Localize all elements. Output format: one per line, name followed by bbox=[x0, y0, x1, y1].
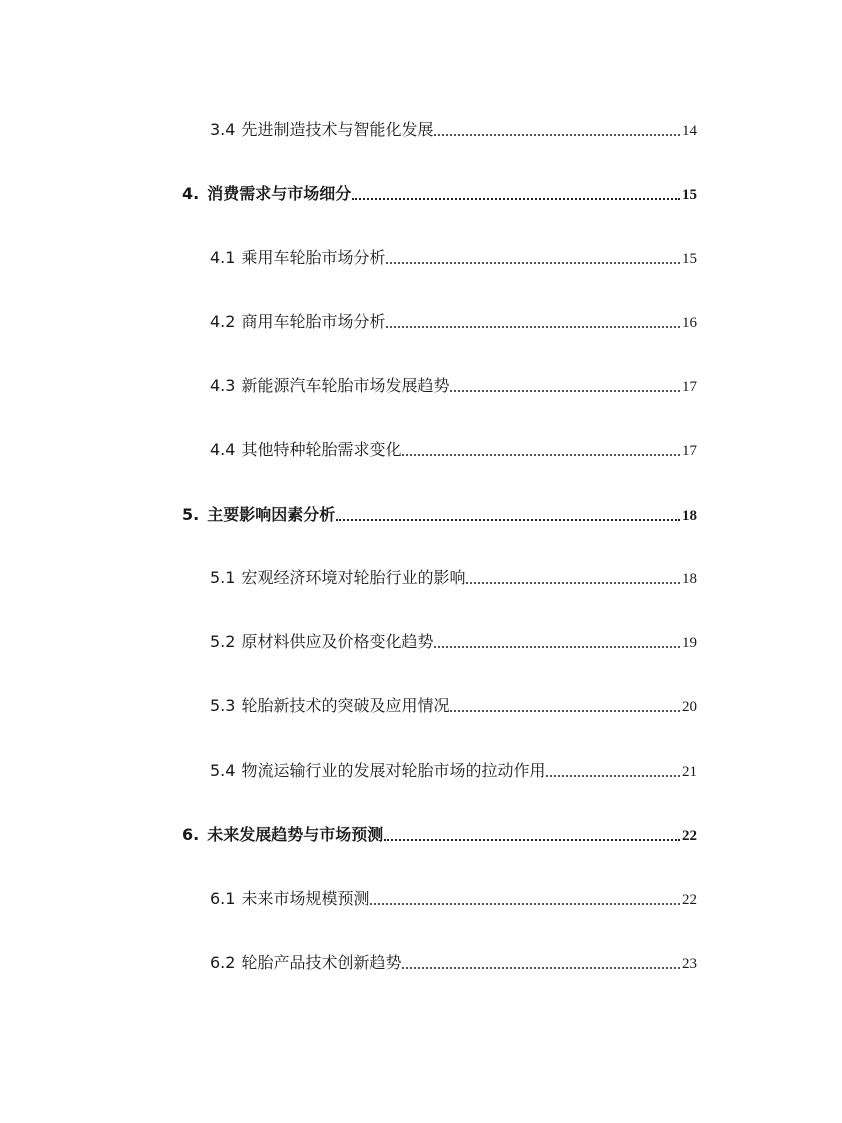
toc-entry-page: 20 bbox=[682, 699, 697, 715]
toc-entry-5[interactable] bbox=[182, 504, 697, 527]
toc-entry-5-3[interactable] bbox=[210, 695, 697, 718]
dot-leader bbox=[450, 710, 680, 712]
toc-entry-number: 5.4 bbox=[210, 761, 236, 780]
toc-entry-title: 宏观经济环境对轮胎行业的影响 bbox=[241, 568, 466, 587]
toc-entry-title: 商用车轮胎市场分析 bbox=[241, 312, 386, 331]
dot-leader bbox=[466, 582, 680, 584]
toc-entry-6-2[interactable] bbox=[210, 952, 697, 975]
toc-entry-number: 4.4 bbox=[210, 440, 236, 459]
toc-entry-page: 22 bbox=[682, 828, 697, 844]
toc-entry-5-2[interactable] bbox=[210, 631, 697, 654]
toc-entry-title: 原材料供应及价格变化趋势 bbox=[241, 632, 434, 651]
dot-leader bbox=[450, 390, 680, 392]
dot-leader bbox=[384, 839, 680, 841]
toc-entry-page: 23 bbox=[682, 956, 697, 972]
toc-entry-page: 16 bbox=[682, 315, 697, 331]
toc-entry-4-4[interactable] bbox=[210, 439, 697, 462]
toc-entry-title: 物流运输行业的发展对轮胎市场的拉动作用 bbox=[241, 761, 546, 780]
toc-entry-page: 18 bbox=[682, 508, 697, 524]
dot-leader bbox=[386, 326, 680, 328]
toc-entry-number: 6. bbox=[182, 825, 200, 844]
toc-entry-6[interactable] bbox=[182, 824, 697, 847]
toc-entry-title: 主要影响因素分析 bbox=[207, 505, 336, 524]
toc-entry-number: 6.1 bbox=[210, 889, 236, 908]
dot-leader bbox=[402, 454, 680, 456]
toc-entry-page: 17 bbox=[682, 379, 697, 395]
dot-leader bbox=[434, 646, 680, 648]
toc-entry-title: 新能源汽车轮胎市场发展趋势 bbox=[241, 376, 450, 395]
toc-entry-number: 4.2 bbox=[210, 312, 236, 331]
toc-entry-page: 18 bbox=[682, 571, 697, 587]
toc-entry-number: 3.4 bbox=[210, 120, 236, 139]
toc-entry-page: 17 bbox=[682, 443, 697, 459]
toc-entry-5-4[interactable] bbox=[210, 760, 697, 783]
toc-entry-number: 5.2 bbox=[210, 632, 236, 651]
toc-entry-number: 5.3 bbox=[210, 696, 236, 715]
toc-entry-title: 轮胎新技术的突破及应用情况 bbox=[241, 696, 450, 715]
toc-entry-3-4[interactable] bbox=[210, 119, 697, 142]
toc-entry-page: 15 bbox=[682, 187, 697, 203]
dot-leader bbox=[386, 262, 680, 264]
toc-entry-title: 乘用车轮胎市场分析 bbox=[241, 248, 386, 267]
toc-entry-title: 未来发展趋势与市场预测 bbox=[207, 825, 384, 844]
toc-entry-6-1[interactable] bbox=[210, 888, 697, 911]
toc-entry-4-1[interactable] bbox=[210, 247, 697, 270]
toc-entry-title: 先进制造技术与智能化发展 bbox=[241, 120, 434, 139]
toc-entry-number: 6.2 bbox=[210, 953, 236, 972]
toc-entry-page: 21 bbox=[682, 764, 697, 780]
toc-entry-page: 15 bbox=[682, 251, 697, 267]
toc-entry-5-1[interactable] bbox=[210, 567, 697, 590]
toc-entry-title: 轮胎产品技术创新趋势 bbox=[241, 953, 402, 972]
toc-entry-4-2[interactable] bbox=[210, 311, 697, 334]
dot-leader bbox=[370, 903, 680, 905]
toc-entry-number: 5.1 bbox=[210, 568, 236, 587]
toc-entry-number: 4. bbox=[182, 184, 200, 203]
toc-entry-title: 其他特种轮胎需求变化 bbox=[241, 440, 402, 459]
toc-entry-number: 4.1 bbox=[210, 248, 236, 267]
toc-entry-number: 5. bbox=[182, 505, 200, 524]
dot-leader bbox=[546, 775, 680, 777]
toc-entry-page: 22 bbox=[682, 892, 697, 908]
toc-entry-4[interactable] bbox=[182, 183, 697, 206]
toc-entry-page: 19 bbox=[682, 635, 697, 651]
dot-leader bbox=[434, 134, 680, 136]
dot-leader bbox=[352, 198, 680, 200]
dot-leader bbox=[336, 519, 680, 521]
toc-entry-title: 消费需求与市场细分 bbox=[207, 184, 352, 203]
toc-entry-title: 未来市场规模预测 bbox=[241, 889, 370, 908]
toc-entry-4-3[interactable] bbox=[210, 375, 697, 398]
dot-leader bbox=[402, 967, 680, 969]
toc-entry-page: 14 bbox=[682, 123, 697, 139]
toc-entry-number: 4.3 bbox=[210, 376, 236, 395]
